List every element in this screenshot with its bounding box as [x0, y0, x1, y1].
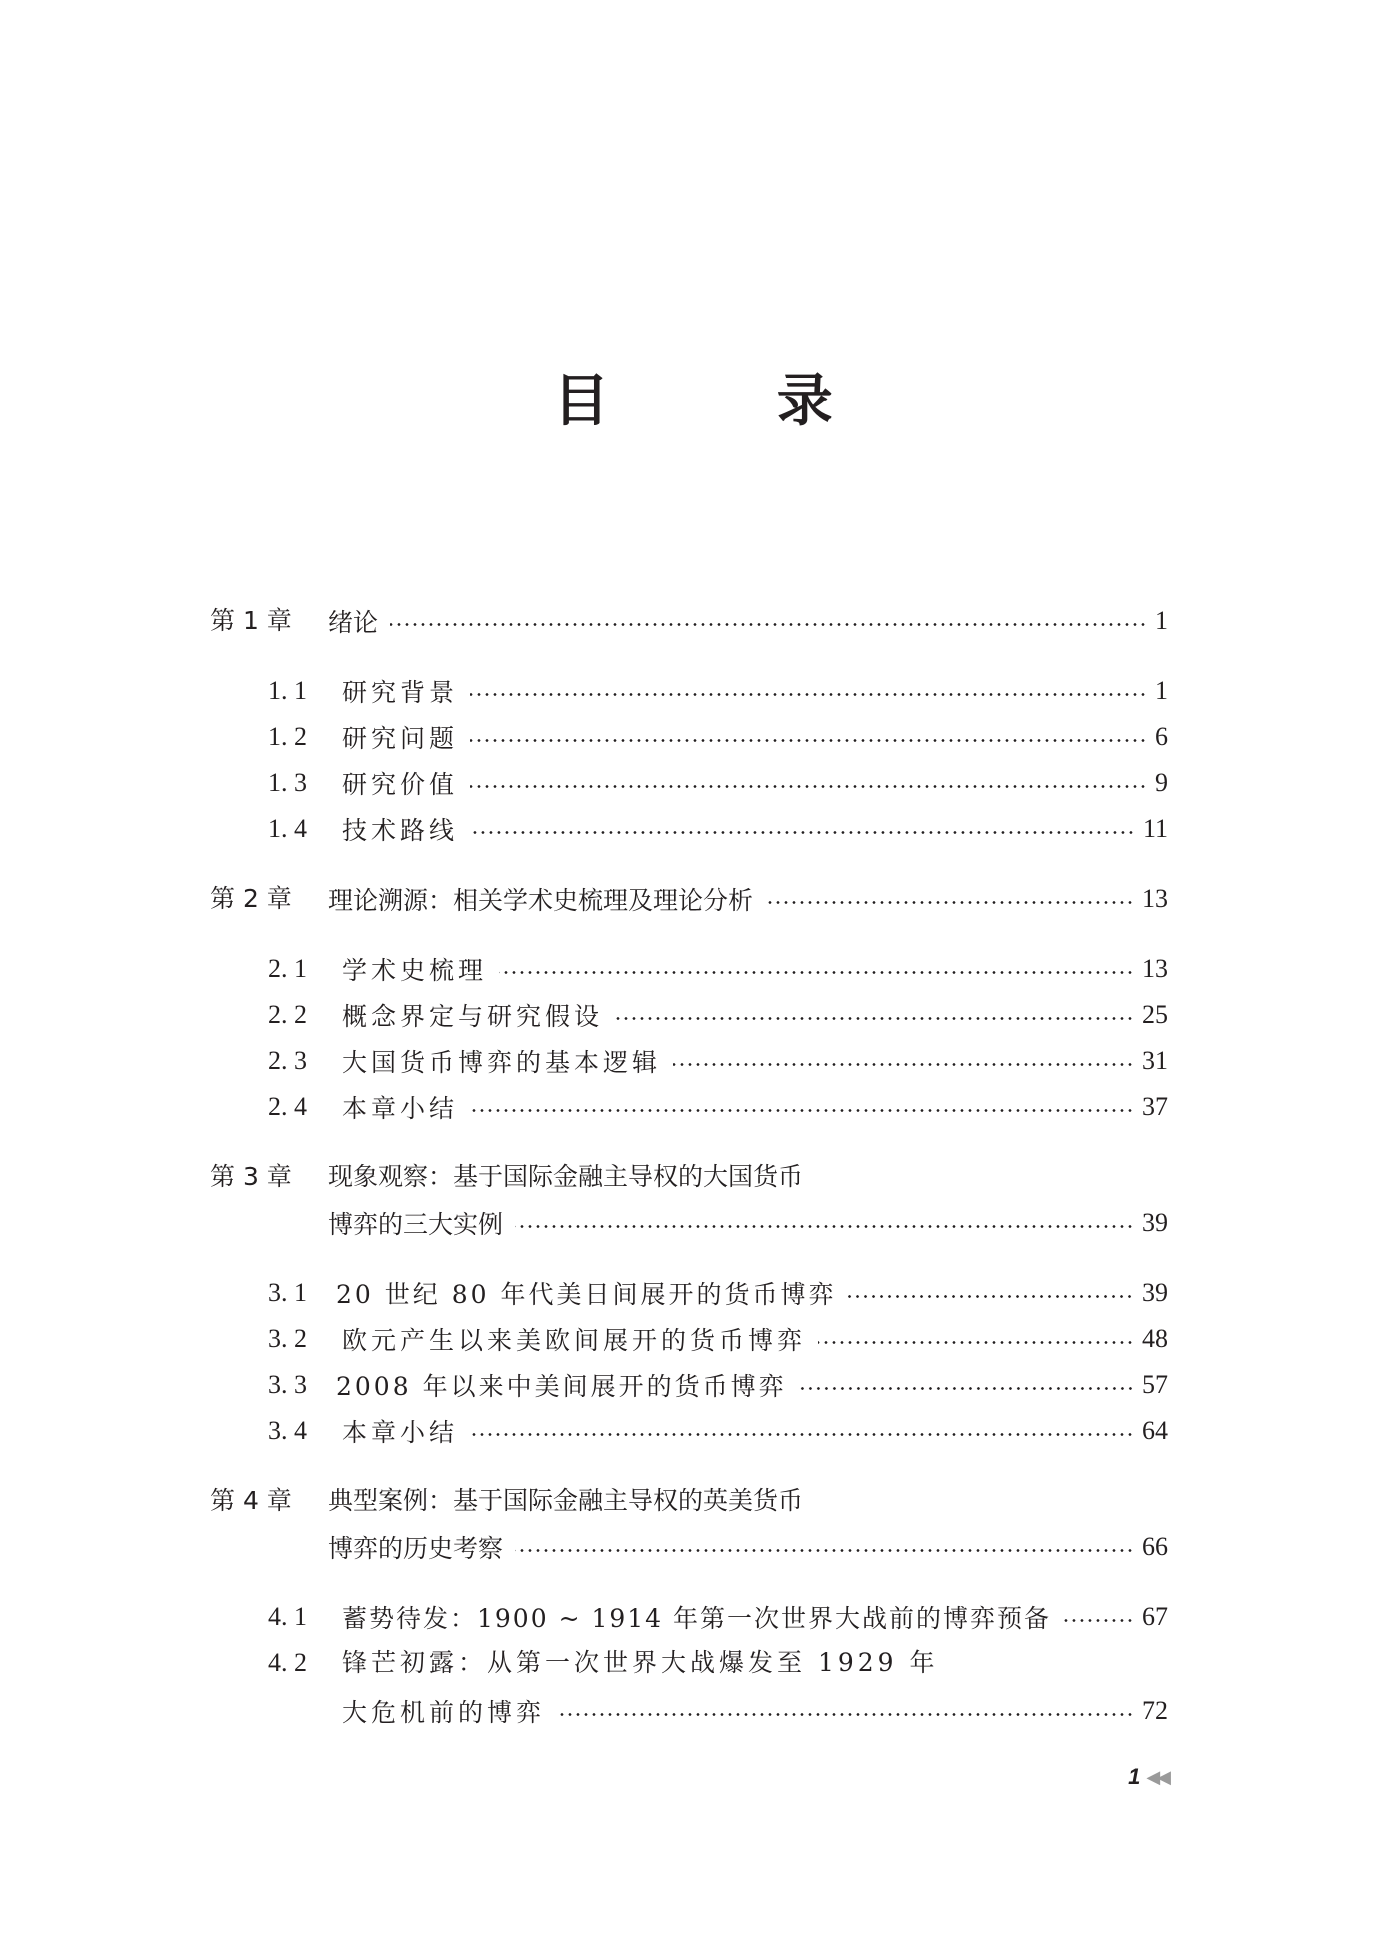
chapter-title-line-1: 现象观察：基于国际金融主导权的大国货币 — [328, 1162, 804, 1191]
toc-section-2-3[interactable] — [0, 1038, 1386, 1084]
toc-section-4-1[interactable] — [0, 1594, 1386, 1640]
dot-leader — [515, 1225, 1134, 1228]
toc-section-4-2-continued[interactable] — [0, 1688, 1386, 1734]
chapter-title-line-2: 博弈的历史考察 — [328, 1534, 504, 1563]
section-number: 3. 3 — [268, 1370, 307, 1399]
toc-section-2-4[interactable] — [0, 1084, 1386, 1130]
section-title: 学术史梳理 — [342, 956, 488, 985]
dot-leader — [799, 1387, 1134, 1390]
dot-leader — [615, 1017, 1134, 1020]
toc-section-4-2[interactable] — [0, 1640, 1386, 1686]
dot-leader — [765, 901, 1134, 904]
toc-section-2-1[interactable] — [0, 946, 1386, 992]
page-number: 1 — [1155, 676, 1168, 705]
dot-leader — [499, 971, 1134, 974]
section-title: 本章小结 — [342, 1418, 459, 1447]
page-footer — [1128, 1762, 1168, 1792]
page-number: 25 — [1142, 1000, 1168, 1029]
page-number: 66 — [1142, 1532, 1168, 1561]
toc-section-3-3[interactable] — [0, 1362, 1386, 1408]
toc-section-1-2[interactable] — [0, 714, 1386, 760]
section-number: 3. 2 — [268, 1324, 307, 1353]
double-left-arrow-icon: ◀◀ — [1146, 1766, 1168, 1788]
toc-section-1-3[interactable] — [0, 760, 1386, 806]
dot-leader — [818, 1341, 1134, 1344]
section-title: 研究价值 — [342, 770, 459, 799]
toc-chapter-3-continued[interactable] — [0, 1200, 1386, 1246]
toc-section-3-2[interactable] — [0, 1316, 1386, 1362]
toc-section-1-1[interactable] — [0, 668, 1386, 714]
section-number: 2. 1 — [268, 954, 307, 983]
toc-section-3-4[interactable] — [0, 1408, 1386, 1454]
section-number: 4. 1 — [268, 1602, 307, 1631]
toc-chapter-4[interactable] — [0, 1478, 1386, 1524]
section-title-line-1: 锋芒初露：从第一次世界大战爆发至 1929 年 — [342, 1648, 939, 1677]
section-number: 1. 3 — [268, 768, 307, 797]
page-number: 67 — [1142, 1602, 1168, 1631]
section-number: 1. 1 — [268, 676, 307, 705]
toc-chapter-3[interactable] — [0, 1154, 1386, 1200]
section-title: 概念界定与研究假设 — [342, 1002, 604, 1031]
dot-leader — [470, 1109, 1134, 1112]
toc-chapter-4-continued[interactable] — [0, 1524, 1386, 1570]
page-number: 57 — [1142, 1370, 1168, 1399]
dot-leader — [515, 1549, 1134, 1552]
section-number: 2. 2 — [268, 1000, 307, 1029]
page-number: 11 — [1142, 814, 1168, 843]
page-number: 48 — [1142, 1324, 1168, 1353]
dot-leader — [848, 1295, 1134, 1298]
dot-leader — [557, 1713, 1134, 1716]
section-number: 3. 4 — [268, 1416, 307, 1445]
dot-leader — [470, 739, 1147, 742]
dot-leader — [470, 831, 1135, 834]
page-title: 目 录 — [553, 369, 907, 434]
page-number: 9 — [1155, 768, 1168, 797]
page-number: 1 — [1155, 606, 1168, 635]
folio-number: 1 — [1128, 1764, 1141, 1789]
page-number: 37 — [1142, 1092, 1168, 1121]
dot-leader — [470, 1433, 1134, 1436]
dot-leader — [470, 785, 1147, 788]
chapter-title: 绪论 — [328, 608, 379, 637]
toc-section-3-1[interactable] — [0, 1270, 1386, 1316]
page-number: 31 — [1142, 1046, 1168, 1075]
page-number: 64 — [1142, 1416, 1168, 1445]
section-title: 2008 年以来中美间展开的货币博弈 — [336, 1372, 787, 1401]
chapter-number: 第 4 章 — [210, 1486, 292, 1515]
chapter-title-line-1: 典型案例：基于国际金融主导权的英美货币 — [328, 1486, 804, 1515]
toc-section-1-4[interactable] — [0, 806, 1386, 852]
section-number: 2. 4 — [268, 1092, 307, 1121]
dot-leader — [470, 693, 1147, 696]
section-title: 欧元产生以来美欧间展开的货币博弈 — [342, 1326, 807, 1355]
page-number: 39 — [1142, 1278, 1168, 1307]
page-number: 39 — [1142, 1208, 1168, 1237]
section-number: 1. 2 — [268, 722, 307, 751]
section-title: 20 世纪 80 年代美日间展开的货币博弈 — [336, 1280, 837, 1309]
section-title: 本章小结 — [342, 1094, 459, 1123]
section-number: 3. 1 — [268, 1278, 307, 1307]
section-number: 2. 3 — [268, 1046, 307, 1075]
dot-leader — [673, 1063, 1134, 1066]
page-number: 13 — [1142, 884, 1168, 913]
section-title: 研究问题 — [342, 724, 459, 753]
page-number: 13 — [1142, 954, 1168, 983]
section-title: 蓄势待发：1900 ~ 1914 年第一次世界大战前的博弈预备 — [342, 1604, 1052, 1633]
section-title: 大国货币博弈的基本逻辑 — [342, 1048, 662, 1077]
dot-leader — [390, 623, 1147, 626]
chapter-number: 第 3 章 — [210, 1162, 292, 1191]
page-number: 6 — [1155, 722, 1168, 751]
toc-section-2-2[interactable] — [0, 992, 1386, 1038]
chapter-title-line-2: 博弈的三大实例 — [328, 1210, 504, 1239]
section-number: 4. 2 — [268, 1648, 307, 1677]
section-number: 1. 4 — [268, 814, 307, 843]
toc-chapter-1[interactable] — [0, 598, 1386, 644]
dot-leader — [1063, 1619, 1134, 1622]
chapter-title: 理论溯源：相关学术史梳理及理论分析 — [328, 886, 754, 915]
toc-chapter-2[interactable] — [0, 876, 1386, 922]
section-title: 技术路线 — [342, 816, 459, 845]
page-number: 72 — [1142, 1696, 1168, 1725]
chapter-number: 第 2 章 — [210, 884, 292, 913]
section-title-line-2: 大危机前的博弈 — [342, 1698, 546, 1727]
section-title: 研究背景 — [342, 678, 459, 707]
chapter-number: 第 1 章 — [210, 606, 292, 635]
